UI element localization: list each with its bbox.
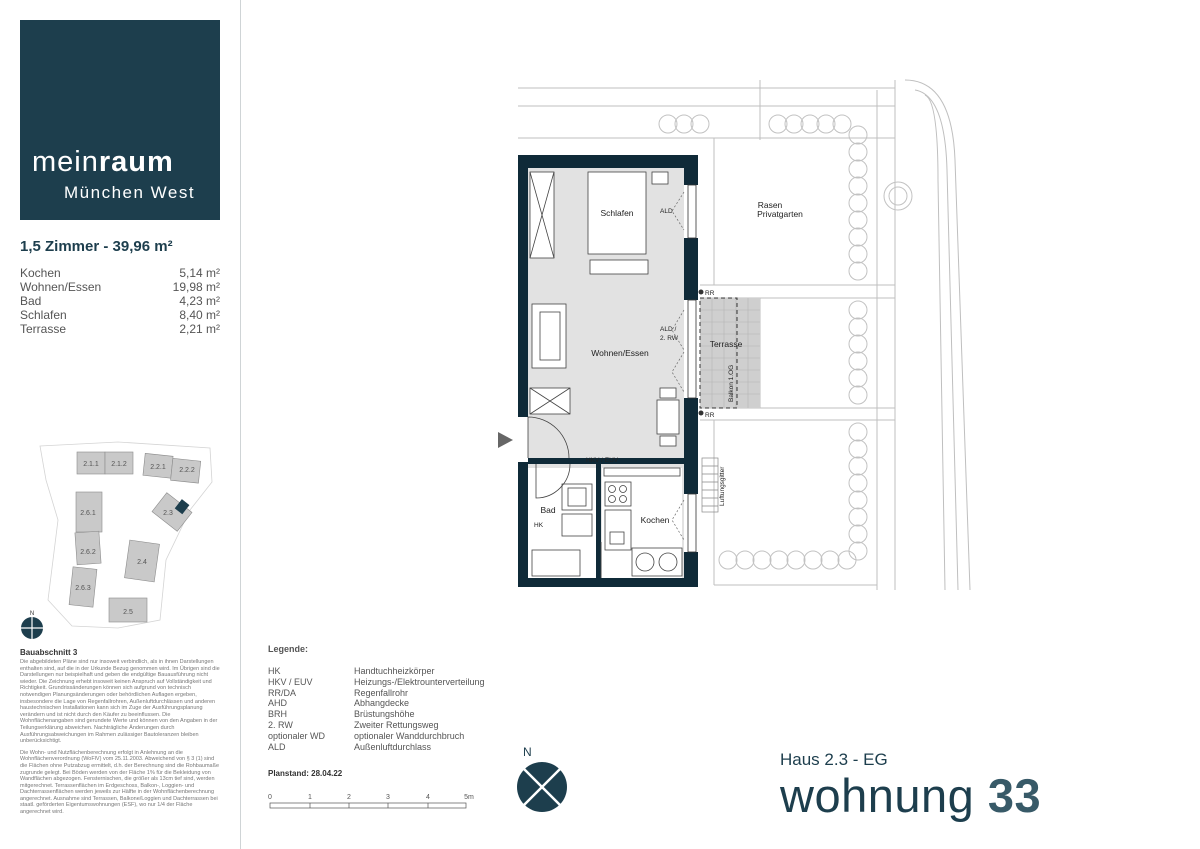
site-label: 2.3 [163,510,173,517]
entrance-arrow-icon [498,432,513,448]
legend-row: BRH Brüstungshöhe [268,709,415,720]
legend [268,644,485,752]
label-rr: RR [705,290,715,297]
site-label: 2.2.1 [150,464,166,471]
site-label: 2.5 [123,609,133,616]
disclaimer [20,659,220,821]
site-label: 2.1.2 [111,461,127,468]
site-plan [0,440,240,645]
legend-row: 2. RW Zweiter Rettungsweg [268,719,439,730]
label-lueftungsgitter: Luftungsgitter [719,466,726,506]
plan-date: Planstand: 28.04.22 [268,769,343,778]
apartment-number: wohnung 33 [780,769,1042,822]
label-hkv: HKV / EUV [586,457,619,464]
scale-tick-label: 2 [347,794,351,801]
label-balkon: Balkon 1.OG [728,364,735,402]
compass-north-label: N [523,745,532,759]
legend-row: optionaler WD optionaler Wanddurchbruch [268,730,465,741]
room-label-bad: Bad [540,505,556,515]
scale-bar [266,790,486,816]
legend-row: AHD Abhangdecke [268,698,410,709]
brand-logo [20,20,220,220]
label-rr: RR [705,412,715,419]
section-title: Bauabschnitt 3 [20,648,78,657]
site-north-arrow [21,611,43,639]
scale-tick-label: 1 [308,794,312,801]
scale-tick-label: 4 [426,794,430,801]
room-row-wohnen: Wohnen/Essen 19,98 m² [20,280,220,294]
site-label: 2.6.2 [80,549,96,556]
site-label: 2.4 [137,559,147,566]
legend-row: HK Handtuchheizkörper [268,666,435,676]
scale-tick-label: 0 [268,794,272,801]
room-row-kochen: Kochen 5,14 m² [20,266,220,280]
sidebar [0,0,241,849]
legend-row: ALD Außenluftdurchlass [268,741,432,752]
disclaimer-paragraph: Die abgebildeten Pläne sind nur insoweit verbindlich, als in ihnen Darstellungen enthalten sind, auf die in der Urkunde Bezug genommen wird. Im Übrigen sind die Darstellungen nur beispielhaft und geben die endgültige Bauausführung nicht wieder. Die Zeichnung erhebt insoweit keinen Anspruch auf Vollständigkeit und Richtigkeit. Grundrissänderungen können sich aufgrund von technisch notwendigen Planungsänderungen oder behördlichen Auflagen ergeben, insbesondere die Lage von Regenfallrohren, Außenluftdurchlässen und anderen haustechnischen Installationen kann sich im Zuge der Ausführungsplanung verändern und ist nicht durch den Käufer zu beeinflussen. Die Wohnflächenangaben sind gerundete Werte und können von den Angaben in der Teilungserklärung abweichen. Nachträgliche Änderungen durch Ausführungsabweichungen im Rahmen zulässiger Bautoleranzen bleiben unberücksichtigt. [20,659,220,745]
unit-title: 1,5 Zimmer - 39,96 m² [20,238,173,255]
compass [514,744,574,814]
room-label-terrasse: Terrasse [709,339,743,349]
site-building [75,531,101,565]
site-label: 2.6.1 [80,510,96,517]
site-label: 2.1.1 [83,461,99,468]
svg-text:N: N [29,611,35,617]
room-label-wohnen: Wohnen/Essen [591,348,649,358]
garden-label-privatgarten: Privatgarten [757,209,803,219]
room-row-bad: Bad 4,23 m² [20,294,220,308]
label-ald: ALD [660,208,673,215]
brand-subtitle: München West [64,183,196,202]
floor-plan [496,76,996,596]
house-label: Haus 2.3 - EG [780,750,888,769]
room-label-kochen: Kochen [640,515,670,525]
label-2rw: 2. RW [660,335,678,342]
legend-row: RR/DA Regenfallrohr [268,687,409,698]
legend-row: HKV / EUV Heizungs-/Elektrounterverteilung [268,676,485,687]
room-row-terrasse: Terrasse 2,21 m² [20,322,220,336]
label-hk: HK [534,522,544,529]
room-label-schlafen: Schlafen [600,208,634,218]
legend-title: Legende: [268,644,309,654]
garden-label-rasen: Rasen [757,200,783,210]
site-label: 2.2.2 [179,467,195,474]
room-area-list [20,266,220,336]
scale-tick-label: 5m [464,794,474,801]
room-row-schlafen: Schlafen 8,40 m² [20,308,220,322]
scale-tick-label: 3 [386,794,390,801]
brand-name: meinraum [32,146,174,178]
disclaimer-paragraph: Die Wohn- und Nutzflächenberechnung erfolgt in Anlehnung an die Wohnflächenverordnung (WoFlV) vom 25.11.2003. Abweichend von § 3 (1) sind die Flächen ohne Putzabzug ermittelt, d.h. der Berechnung sind die Rohbaumaße zugrunde gelegt. Bei Böden werden von der Fläche 1% für die Bekleidung von Wandflächen abgezogen. Fensternischen, die größer als 13cm tief sind, werden mitgerechnet. Terrassenflächen im Erdgeschoss, Balkon-, Loggien- und Dachterrassenflächen werden jeweils zur Hälfte in der Wohnflächenberechnung angerechnet. Ausnahme sind Terrassen, Balkone/Loggien und Dachterrassen bei staatl. geförderten Eigentumswohnungen (ESF), wo nur 1/4 der Fläche angerechnet wird. [20,749,220,816]
site-label: 2.6.3 [75,585,91,592]
label-ald-2rw: ALD / [660,326,677,333]
